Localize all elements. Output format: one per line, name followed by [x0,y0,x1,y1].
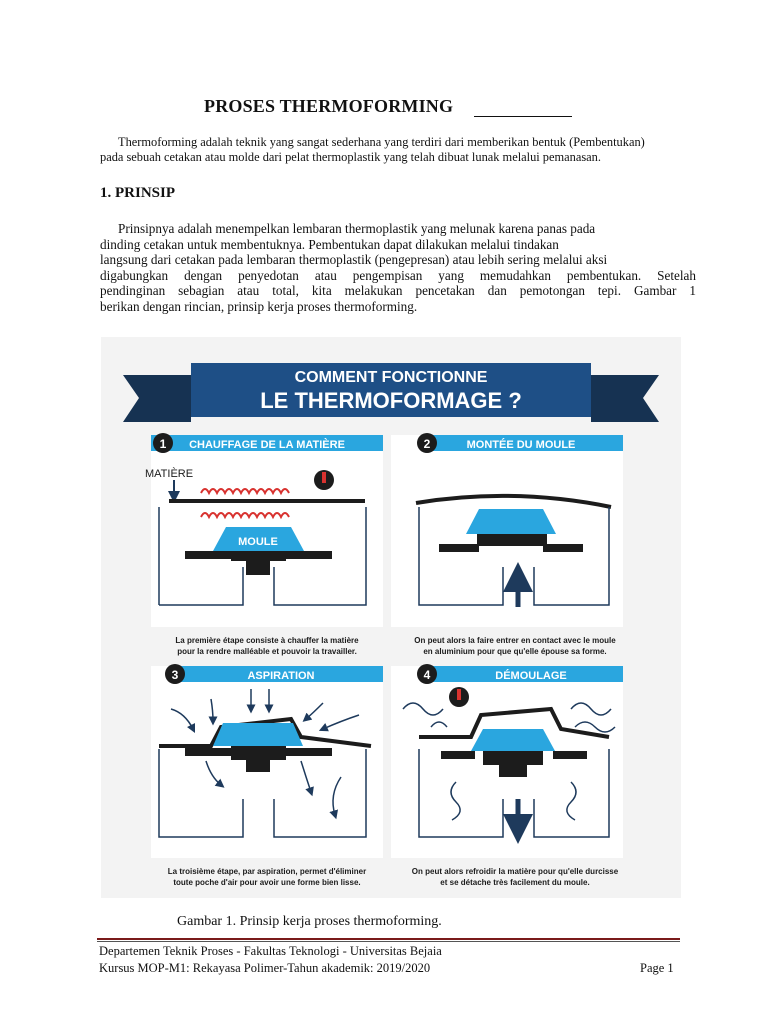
step-description: toute poche d'air pour avoir une forme bien lisse. [173,878,361,887]
intro-line: pada sebuah cetakan atau molde dari pelat thermoplastik yang telah dibuat lunak melalui pemanasan. [100,150,601,164]
body-line: digabungkan dengan penyedotan atau pengempisan yang memudahkan pembentukan. Setelah [100,267,696,283]
figure-caption: Gambar 1. Prinsip kerja proses thermoforming. [177,914,442,929]
step-panel-2 [391,433,623,627]
thermoforming-infographic [101,337,681,898]
body-line: pendinginan sebagian atau total, kita melakukan pencetakan dan pemotongan tepi. Gambar 1 [100,283,696,299]
title-underline [474,116,572,117]
matiere-label: MATIÈRE [145,468,194,480]
footer-department: Departemen Teknik Proses - Fakultas Teknologi - Universitas Bejaia [99,944,442,958]
step-panel-1 [145,433,383,627]
step-number: 4 [423,668,431,682]
footer-rule [97,941,680,942]
step-number: 3 [171,668,179,682]
section-heading: 1. PRINSIP [100,185,176,201]
banner-line-1: COMMENT FONCTIONNE [294,369,488,386]
step-title: DÉMOULAGE [495,670,567,682]
step-description: pour la rendre malléable et pouvoir la travailler. [177,647,357,656]
step-description: La première étape consiste à chauffer la matière [175,636,359,645]
footer-rule [97,938,680,940]
page-number: Page 1 [640,961,674,975]
step-description: et se détache très facilement du moule. [440,878,590,887]
banner [123,363,659,422]
step-panel-3 [151,664,383,858]
body-paragraph [100,221,696,315]
moule-label: MOULE [238,536,278,548]
body-line: dinding cetakan untuk membentuknya. Pembentukan dapat dilakukan melalui tindakan [100,236,559,252]
step-title: CHAUFFAGE DE LA MATIÈRE [189,439,345,451]
step-description: On peut alors refroidir la matière pour qu'elle durcisse [411,867,619,876]
banner-line-2: LE THERMOFORMAGE ? [260,388,522,413]
body-line: langsung dari cetakan pada lembaran thermoplastik (pengepresan) atau lebih sering melalui aksi [100,252,608,268]
step-number: 1 [159,437,167,451]
step-panel-4 [391,664,623,858]
body-line: Prinsipnya adalah menempelkan lembaran thermoplastik yang melunak karena panas pada [118,221,596,236]
intro-line: Thermoforming adalah teknik yang sangat sederhana yang terdiri dari memberikan bentuk (Pembentukan) [118,135,645,149]
body-line: berikan dengan rincian, prinsip kerja proses thermoforming. [100,298,418,314]
step-title: MONTÉE DU MOULE [466,439,576,451]
document-title: PROSES THERMOFORMING [204,96,454,116]
step-description: La troisième étape, par aspiration, permet d'éliminer [167,867,367,876]
step-description: en aluminium pour que qu'elle épouse sa forme. [423,647,607,656]
intro-paragraph [100,135,690,165]
step-description: On peut alors la faire entrer en contact avec le moule [414,636,616,645]
footer-course: Kursus MOP-M1: Rekayasa Polimer-Tahun akademik: 2019/2020 [99,961,431,975]
step-number: 2 [423,437,431,451]
step-title: ASPIRATION [247,670,315,682]
